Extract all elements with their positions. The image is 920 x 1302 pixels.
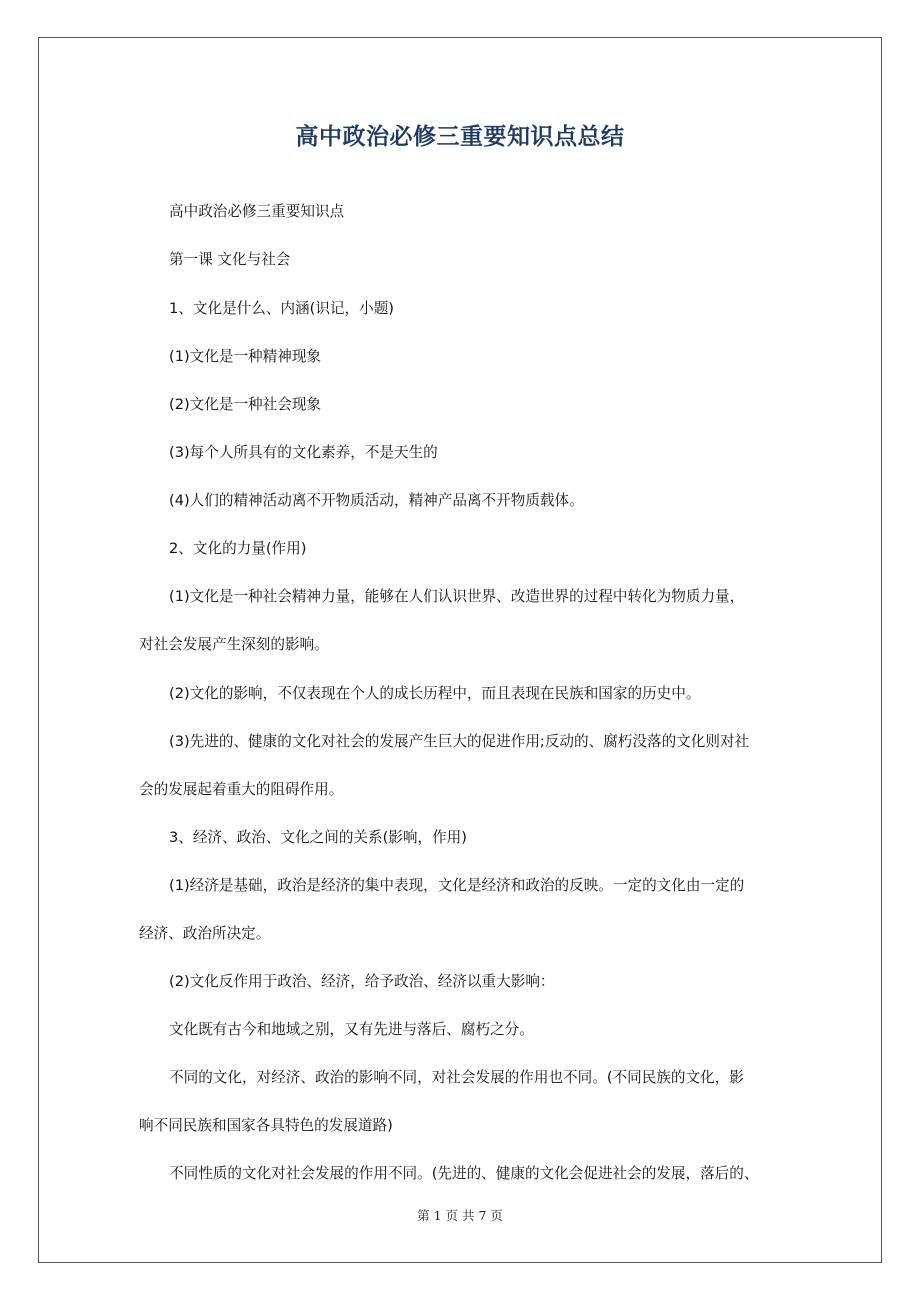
paragraph-line: 1、文化是什么、内涵(识记，小题) [169,300,394,317]
document-title: 高中政治必修三重要知识点总结 [295,124,625,150]
paragraph-line: (1)文化是一种精神现象 [169,348,322,365]
paragraph-line: 不同性质的文化对社会发展的作用不同。(先进的、健康的文化会促进社会的发展，落后的、 [169,1165,759,1182]
paragraph-line: (2)文化的影响，不仅表现在个人的成长历程中，而且表现在民族和国家的历史中。 [169,685,701,702]
paragraph-line: (4)人们的精神活动离不开物质活动，精神产品离不开物质载体。 [169,492,584,509]
paragraph-line: 文化既有古今和地域之别，又有先进与落后、腐朽之分。 [169,1021,534,1038]
paragraph-line: (1)文化是一种社会精神力量，能够在人们认识世界、改造世界的过程中转化为物质力量， [169,588,745,605]
paragraph-line: 第一课 文化与社会 [169,251,291,268]
paragraph-line: 响不同民族和国家各具特色的发展道路) [139,1117,393,1134]
paragraph-line: 3、经济、政治、文化之间的关系(影响，作用) [169,829,467,846]
page-number: 第 1 页 共 7 页 [417,1208,503,1223]
paragraph-line: 不同的文化，对经济、政治的影响不同，对社会发展的作用也不同。(不同民族的文化，影 [169,1069,744,1086]
paragraph-line: 会的发展起着重大的阻碍作用。 [139,781,344,798]
paragraph-line: (3)每个人所具有的文化素养，不是天生的 [169,444,438,461]
paragraph-line: (2)文化是一种社会现象 [169,396,322,413]
paragraph-line: 对社会发展产生深刻的影响。 [139,636,329,653]
paragraph-line: (1)经济是基础，政治是经济的集中表现，文化是经济和政治的反映。一定的文化由一定的 [169,877,745,894]
paragraph-line: (2)文化反作用于政治、经济，给予政治、经济以重大影响： [169,973,555,990]
paragraph-line: 高中政治必修三重要知识点 [169,203,345,220]
paragraph-line: (3)先进的、健康的文化对社会的发展产生巨大的促进作用;反动的、腐朽没落的文化则对社 [169,733,750,750]
paragraph-line: 经济、政治所决定。 [139,925,271,942]
paragraph-line: 2、文化的力量(作用) [169,540,307,557]
